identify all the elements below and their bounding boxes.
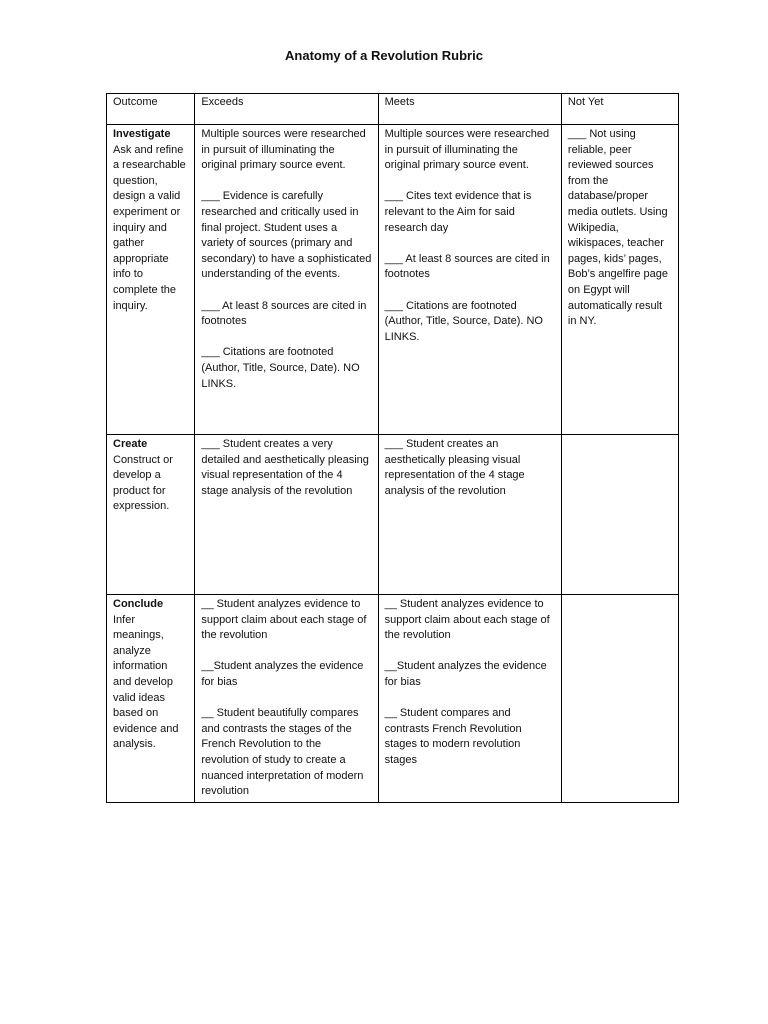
criterion-text: ___ Evidence is carefully researched and critically used in final project. Student uses a variety of sources (primary and secondary) to have a sophisticated understanding of the events. bbox=[201, 190, 372, 281]
outcome-name: Conclude bbox=[113, 598, 164, 610]
header-exceeds: Exceeds bbox=[195, 94, 378, 125]
meets-cell-investigate bbox=[378, 125, 561, 435]
outcome-description: Infer meanings, analyze information and develop valid ideas based on evidence and analysis. bbox=[113, 613, 179, 751]
not-yet-cell-investigate bbox=[561, 125, 678, 435]
header-not-yet: Not Yet bbox=[561, 94, 678, 125]
outcome-name: Investigate bbox=[113, 128, 171, 140]
criterion-text: ___ Citations are footnoted (Author, Title, Source, Date). NO LINKS. bbox=[384, 299, 543, 343]
not-yet-cell-create bbox=[561, 435, 678, 595]
header-outcome: Outcome bbox=[107, 94, 195, 125]
outcome-description: Construct or develop a product for expression. bbox=[113, 453, 173, 513]
criterion-text: ___ Not using reliable, peer reviewed sources from the database/proper media outlets. Using Wikipedia, wikispaces, teacher pages, kids’ pages, Bob’s angelfire page on Egypt will automatically result in NY. bbox=[567, 128, 669, 328]
outcome-name: Create bbox=[113, 438, 148, 450]
outcome-cell-create bbox=[107, 435, 195, 595]
exceeds-cell-investigate bbox=[195, 125, 378, 435]
meets-cell-conclude bbox=[378, 595, 561, 803]
criterion-text: Multiple sources were researched in pursuit of illuminating the original primary source event. bbox=[201, 128, 366, 172]
criterion-text: __ Student beautifully compares and contrasts the stages of the French Revolution to the revolution of study to create a nuanced interpretation of modern revolution bbox=[201, 707, 364, 798]
criterion-text: ___ Cites text evidence that is relevant to the Aim for said research day bbox=[384, 190, 532, 234]
criterion-text: ___ Student creates an aesthetically pleasing visual representation of the 4 stage analysis of the revolution bbox=[384, 438, 525, 497]
outcome-description: Ask and refine a researchable question, design a valid experiment or inquiry and gather appropriate info to complete the inquiry. bbox=[113, 143, 186, 312]
table-row-conclude bbox=[107, 595, 679, 803]
criterion-text: ___ Citations are footnoted (Author, Title, Source, Date). NO LINKS. bbox=[201, 346, 360, 390]
rubric-table bbox=[106, 93, 679, 803]
page-title: Anatomy of a Revolution Rubric bbox=[285, 48, 483, 63]
criterion-text: __Student analyzes the evidence for bias bbox=[201, 660, 364, 688]
criterion-text: __ Student analyzes evidence to support claim about each stage of the revolution bbox=[384, 598, 550, 642]
exceeds-cell-conclude bbox=[195, 595, 378, 803]
meets-cell-create bbox=[378, 435, 561, 595]
outcome-cell-investigate bbox=[107, 125, 195, 435]
header-row bbox=[107, 94, 679, 125]
criterion-text: ___ At least 8 sources are cited in footnotes bbox=[201, 299, 367, 328]
table-row-investigate bbox=[107, 125, 679, 435]
not-yet-cell-conclude bbox=[561, 595, 678, 803]
criterion-text: __ Student analyzes evidence to support claim about each stage of the revolution bbox=[201, 598, 367, 642]
exceeds-cell-create bbox=[195, 435, 378, 595]
criterion-text: Multiple sources were researched in pursuit of illuminating the original primary source event. bbox=[384, 128, 550, 172]
criterion-text: __ Student compares and contrasts French Revolution stages to modern revolution stages bbox=[384, 707, 522, 766]
table-row-create bbox=[107, 435, 679, 595]
outcome-cell-conclude bbox=[107, 595, 195, 803]
header-meets: Meets bbox=[378, 94, 561, 125]
criterion-text: ___ Student creates a very detailed and aesthetically pleasing visual representation of the 4 stage analysis of the revolution bbox=[201, 438, 369, 497]
criterion-text: __Student analyzes the evidence for bias bbox=[384, 660, 547, 688]
criterion-text: ___ At least 8 sources are cited in footnotes bbox=[384, 252, 550, 281]
